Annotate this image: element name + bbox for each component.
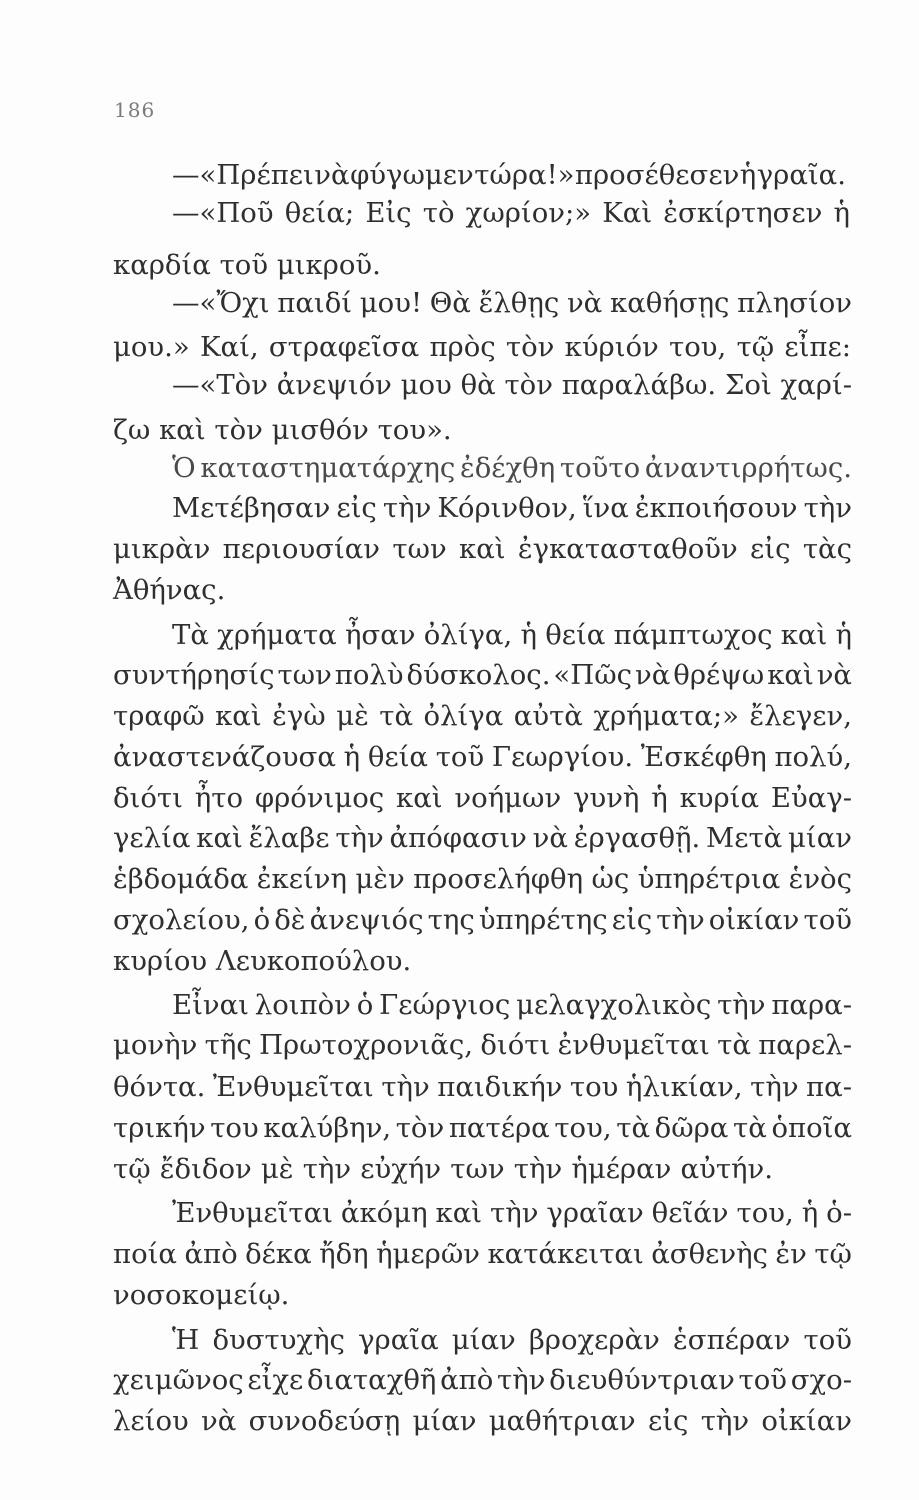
- text-line: Τὰ χρήματα ἦσαν ὀλίγα, ἡ θεία πάμπτωχος καὶ ἡ: [172, 619, 852, 651]
- text-line: ἑβδομάδα ἐκείνη μὲν προσελήφθη ὡς ὑπηρέτρια ἑνὸς: [113, 863, 852, 895]
- text-line: Μετέβησαν εἰς τὴν Κόρινθον, ἵνα ἐκποιήσουν τὴν: [172, 492, 852, 524]
- text-line: μονὴν τῆς Πρωτοχρονιᾶς, διότι ἐνθυμεῖται τὰ παρελ-: [113, 1029, 852, 1061]
- text-line: γελία καὶ ἔλαβε τὴν ἀπόφασιν νὰ ἐργασθῇ. Μετὰ μίαν: [113, 822, 852, 854]
- text-line: Ἐνθυμεῖται ἀκόμη καὶ τὴν γραῖαν θεῖάν του, ἡ ὁ-: [172, 1197, 852, 1229]
- text-line: νοσοκομείῳ.: [113, 1279, 290, 1311]
- text-line: λείου νὰ συνοδεύσῃ μίαν μαθήτριαν εἰς τὴν οἰκίαν: [113, 1405, 852, 1437]
- text-line: διότι ἦτο φρόνιμος καὶ νοήμων γυνὴ ἡ κυρία Εὐαγ-: [113, 782, 852, 814]
- text-line: Ἀθήνας.: [113, 574, 226, 606]
- text-line: Εἶναι λοιπὸν ὁ Γεώργιος μελαγχολικὸς τὴν παρα-: [172, 989, 852, 1021]
- text-line: —«Ὄχι παιδί μου! Θὰ ἔλθῃς νὰ καθήσῃς πλησίον: [172, 287, 852, 319]
- text-line: ἀναστενάζουσα ἡ θεία τοῦ Γεωργίου. Ἐσκέφθη πολύ,: [113, 741, 852, 773]
- text-line: συντήρησίς των πολὺ δύσκολος. «Πῶς νὰ θρέψω καὶ νὰ: [113, 659, 852, 691]
- text-line: —«Τὸν ἀνεψιόν μου θὰ τὸν παραλάβω. Σοὶ χαρί-: [172, 369, 852, 401]
- text-line: μικρὰν περιουσίαν των καὶ ἐγκατασταθοῦν εἰς τὰς: [113, 533, 852, 565]
- text-line: τραφῶ καὶ ἐγὼ μὲ τὰ ὀλίγα αὐτὰ χρήματα;» ἔλεγεν,: [113, 700, 852, 732]
- text-line: τρικήν του καλύβην, τὸν πατέρα του, τὰ δῶρα τὰ ὁποῖα: [113, 1112, 852, 1144]
- text-line: χειμῶνος εἶχε διαταχθῆ ἀπὸ τὴν διευθύντριαν τοῦ σχο-: [113, 1364, 852, 1396]
- text-line: ποία ἀπὸ δέκα ἤδη ἡμερῶν κατάκειται ἀσθενὴς ἐν τῷ: [113, 1238, 852, 1270]
- text-line: Ἡ δυστυχὴς γραῖα μίαν βροχερὰν ἑσπέραν τοῦ: [172, 1324, 852, 1356]
- text-line: θόντα. Ἐνθυμεῖται τὴν παιδικήν του ἡλικίαν, τὴν πα-: [113, 1071, 852, 1103]
- text-line: σχολείου, ὁ δὲ ἀνεψιός της ὑπηρέτης εἰς τὴν οἰκίαν τοῦ: [113, 904, 852, 936]
- text-line: καρδία τοῦ μικροῦ.: [113, 249, 381, 281]
- text-line: —«Ποῦ θεία; Εἰς τὸ χωρίον;» Καὶ ἐσκίρτησεν ἡ: [172, 197, 850, 229]
- text-line: κυρίου Λευκοπούλου.: [113, 945, 412, 977]
- text-line: τῷ ἔδιδον μὲ τὴν εὐχήν των τὴν ἡμέραν αὐτήν.: [113, 1153, 773, 1185]
- text-line: μου.» Καί, στραφεῖσα πρὸς τὸν κύριόν του, τῷ εἶπε:: [113, 331, 851, 363]
- text-line: ζω καὶ τὸν μισθόν του».: [113, 414, 452, 446]
- text-line: Ὁ καταστηματάρχης ἐδέχθη τοῦτο ἀναντιρρήτως.: [172, 452, 852, 484]
- text-line: —«Πρέπει νὰ φύγωμεν τώρα!» προσέθεσεν ἡ γραῖα.: [172, 159, 846, 191]
- page-number: 186: [114, 98, 156, 122]
